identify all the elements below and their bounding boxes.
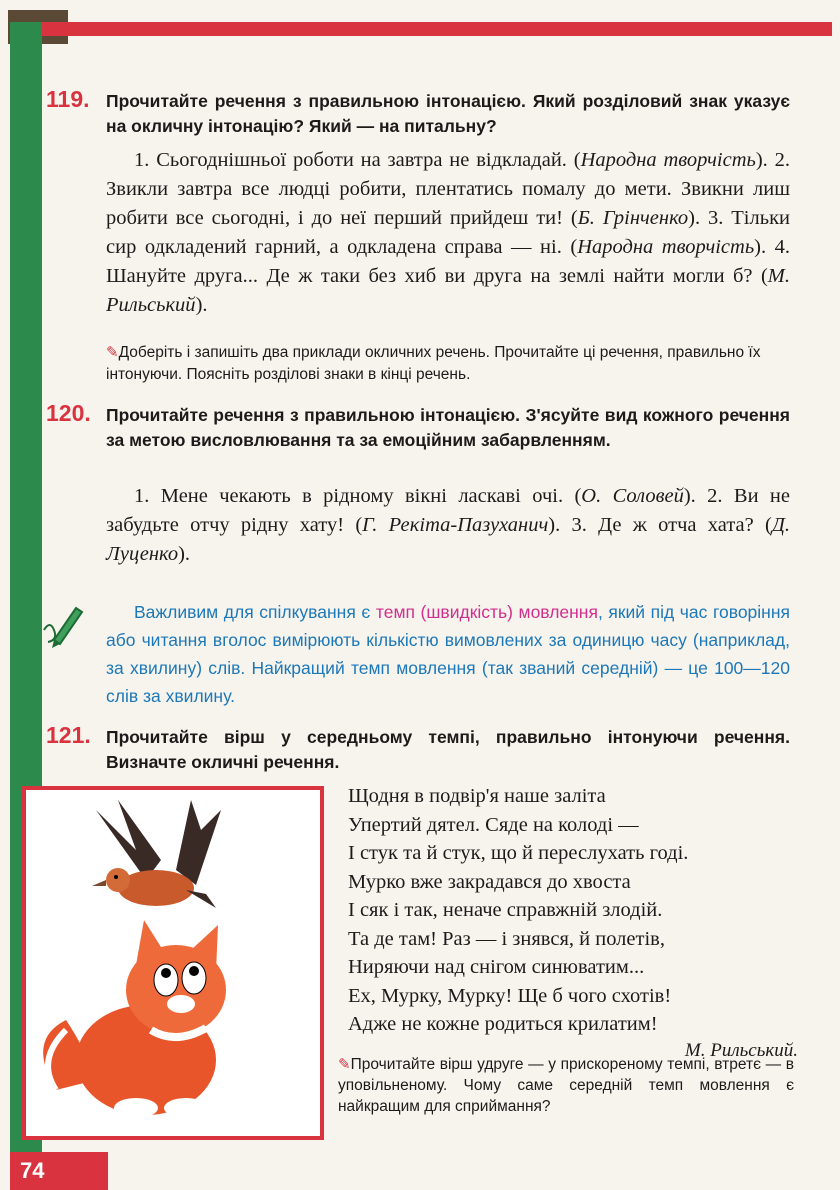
exercise-120-text: 1. Мене чекають в рідному вікні ласкаві очі. (О. Соловей). 2. Ви не забудьте отчу рідну хату! (Г. Реκіта-Пазуханич). 3. Де ж отча хата? (Д. Луценко). [106,485,791,565]
poem [348,782,798,1065]
illustration-cat-and-bird [22,786,324,1140]
poem-line: Адже не кожне родиться крилатим! [348,1013,658,1035]
poem-line: Ех, Мурку, Мурку! Ще б чого схотів! [348,984,672,1007]
poem-line: Упертий дятел. Сяде на колоді — [348,813,639,836]
cat-illustration [43,920,226,1118]
exercise-120-task: Прочитайте речення з правильною інтонацією. З'ясуйте вид кожного речення за метою висловлювання та за емоційним забарвленням. [106,405,790,450]
rule-box: Важливим для спілкування є темп (швидкість) мовлення, який під час говоріння або читання вголос вимірюють кількістю вимовлених за одиницю часу (наприклад, за хвилину) слів. Найкращий темп мовлення (так званий середній) — це 100—120 слів за хвилину. [106,602,790,706]
pencil-icon: ✎ [338,1056,351,1073]
top-red-bar [10,22,832,36]
poem-line: Та де там! Раз — і знявся, й полетів, [348,927,665,950]
rule-term: темп (швидкість) мовлення [375,602,598,622]
exercise-121-number: 121. [46,722,91,748]
exercise-121-subtask: ✎Прочитайте вірш удруге — у прискореному темпі, втретє — в уповільненому. Чому саме середній темп мовлення є найкращим для сприймання? [338,1056,794,1115]
poem-author: М. Рильський. [684,1039,798,1061]
poem-line: Мурко вже закрадався до хвоста [348,870,631,893]
pen-icon [40,600,90,650]
bird-illustration [92,800,221,908]
exercise-119-text: 1. Сьогоднішньої роботи на завтра не відкладай. (Народна творчість). 2. Звикли завтра все людці робити, плентатись помалу до мети. Звикни лиш робити все сьогодні, і до неї перший прийдеш ти! (Б. Грінченко). 3. Тільки сир одкладений гарний, а одкладена справа — ні. (Народна творчість). 4. Шануйте друга... Де ж таки без хиб ви друга на землі найти могли б? (М. Рильський). [106,149,791,316]
exercise-119-subtask: ✎Доберіть і запишіть два приклади окличних речень. Прочитайте ці речення, правильно їх інтонуючи. Поясніть розділові знаки в кінці речень. [106,344,761,383]
poem-line: І стук та й стук, що й переслухать годі. [348,842,689,864]
exercise-119-task: Прочитайте речення з правильною інтонацією. Який розділовий знак указує на окличну інтонацію? Який — на питальну? [106,91,790,136]
poem-line: Ниряючи над снігом синюватим... [348,956,645,978]
poem-line: Щодня в подвір'я наше заліта [348,785,606,807]
exercise-121-task: Прочитайте вірш у середньому темпі, правильно інтонуючи речення. Визначте окличні речення. [106,727,790,772]
exercise-119-number: 119. [46,86,90,112]
exercise-120-number: 120. [46,400,91,426]
pencil-icon: ✎ [106,344,119,361]
poem-line: І сяк і так, неначе справжній злодій. [348,899,663,921]
page-number: 74 [20,1158,45,1183]
